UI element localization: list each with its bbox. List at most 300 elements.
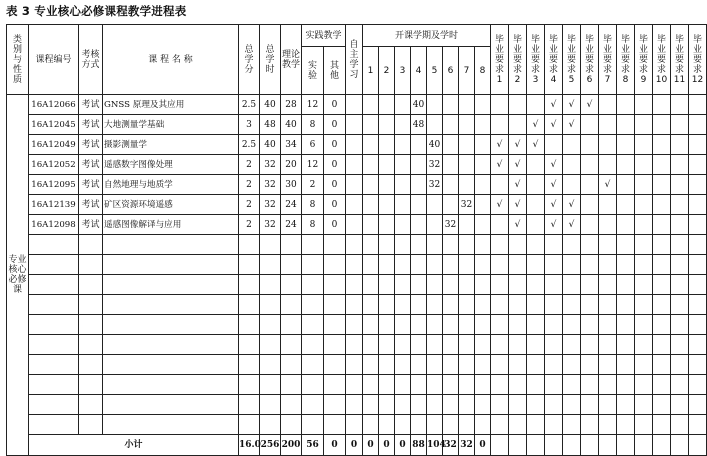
self-study-hours xyxy=(346,215,363,235)
empty-cell xyxy=(617,315,635,335)
empty-cell xyxy=(302,355,324,375)
requirement-check xyxy=(689,135,707,155)
empty-cell xyxy=(427,335,443,355)
course-code: 16A12045 xyxy=(29,115,79,135)
empty-cell xyxy=(475,295,491,315)
empty-cell xyxy=(671,415,689,435)
empty-cell xyxy=(302,395,324,415)
exam-method: 考试 xyxy=(79,175,103,195)
requirement-check: √ xyxy=(509,195,527,215)
requirement-check xyxy=(527,175,545,195)
empty-cell xyxy=(363,255,379,275)
empty-cell xyxy=(427,375,443,395)
empty-cell xyxy=(260,315,281,335)
empty-cell xyxy=(545,315,563,335)
empty-cell xyxy=(653,415,671,435)
empty-cell xyxy=(281,235,302,255)
empty-cell xyxy=(427,395,443,415)
empty-cell xyxy=(346,255,363,275)
empty-cell xyxy=(617,335,635,355)
empty-cell xyxy=(324,295,346,315)
empty-cell xyxy=(411,335,427,355)
requirement-check xyxy=(599,135,617,155)
empty-cell xyxy=(427,235,443,255)
semester-hours xyxy=(363,115,379,135)
empty-cell xyxy=(411,235,427,255)
empty-cell xyxy=(395,415,411,435)
header-total-hours: 总 学 时 xyxy=(260,25,281,95)
semester-hours: 32 xyxy=(427,175,443,195)
theory-hours: 24 xyxy=(281,215,302,235)
requirement-check: √ xyxy=(545,175,563,195)
empty-cell xyxy=(563,315,581,335)
empty-cell xyxy=(302,235,324,255)
empty-cell xyxy=(653,255,671,275)
empty-cell xyxy=(475,415,491,435)
requirement-check: √ xyxy=(545,215,563,235)
header-req: 毕 业 要 求 1 xyxy=(491,25,509,95)
requirement-check: √ xyxy=(545,155,563,175)
header-exam-method: 考核 方式 xyxy=(79,25,103,95)
requirement-check xyxy=(581,215,599,235)
empty-cell xyxy=(671,295,689,315)
empty-cell xyxy=(491,275,509,295)
empty-cell xyxy=(635,255,653,275)
empty-cell xyxy=(617,415,635,435)
empty-cell xyxy=(363,375,379,395)
empty-cell xyxy=(671,395,689,415)
requirement-check: √ xyxy=(599,175,617,195)
empty-cell xyxy=(617,375,635,395)
requirement-check xyxy=(635,175,653,195)
requirement-check xyxy=(563,175,581,195)
semester-hours xyxy=(395,215,411,235)
semester-hours xyxy=(475,115,491,135)
empty-cell xyxy=(671,255,689,275)
semester-hours xyxy=(379,195,395,215)
empty-cell xyxy=(411,415,427,435)
empty-cell xyxy=(79,395,103,415)
empty-cell xyxy=(491,375,509,395)
empty-row xyxy=(7,255,707,275)
other-hours: 0 xyxy=(324,215,346,235)
course-name: 遥感数字图像处理 xyxy=(103,155,239,175)
semester-hours xyxy=(475,155,491,175)
table-row xyxy=(7,195,707,215)
empty-cell xyxy=(346,335,363,355)
requirement-check xyxy=(653,95,671,115)
requirement-check xyxy=(689,215,707,235)
empty-cell xyxy=(103,235,239,255)
empty-cell xyxy=(103,255,239,275)
header-practice-other: 其 他 xyxy=(324,47,346,95)
empty-cell xyxy=(379,415,395,435)
empty-cell xyxy=(395,255,411,275)
empty-cell xyxy=(324,335,346,355)
empty-cell xyxy=(635,295,653,315)
empty-cell xyxy=(617,275,635,295)
empty-cell xyxy=(459,295,475,315)
self-study-hours xyxy=(346,195,363,215)
requirement-check xyxy=(689,195,707,215)
semester-hours: 32 xyxy=(459,195,475,215)
empty-cell xyxy=(689,355,707,375)
course-code: 16A12066 xyxy=(29,95,79,115)
empty-cell xyxy=(599,235,617,255)
empty-cell xyxy=(379,355,395,375)
semester-hours xyxy=(395,115,411,135)
empty-cell xyxy=(527,375,545,395)
empty-cell xyxy=(281,255,302,275)
empty-cell xyxy=(459,415,475,435)
header-req: 毕 业 要 求 8 xyxy=(617,25,635,95)
empty-cell xyxy=(260,275,281,295)
empty-cell xyxy=(509,255,527,275)
header-semester: 7 xyxy=(459,47,475,95)
empty-cell xyxy=(581,315,599,335)
empty-cell xyxy=(689,415,707,435)
theory-hours: 20 xyxy=(281,155,302,175)
empty-cell xyxy=(395,335,411,355)
empty-cell xyxy=(443,415,459,435)
header-total-credit: 总 学 分 xyxy=(239,25,260,95)
header-req: 毕 业 要 求 4 xyxy=(545,25,563,95)
empty-cell xyxy=(239,235,260,255)
semester-hours xyxy=(427,215,443,235)
empty-cell xyxy=(581,355,599,375)
empty-cell xyxy=(443,315,459,335)
empty-cell xyxy=(475,255,491,275)
empty-cell xyxy=(29,375,79,395)
empty-cell xyxy=(545,295,563,315)
empty-cell xyxy=(302,415,324,435)
other-hours: 0 xyxy=(324,195,346,215)
course-code: 16A12049 xyxy=(29,135,79,155)
empty-cell xyxy=(29,295,79,315)
header-category: 类 别 与 性 质 xyxy=(7,25,29,95)
semester-hours xyxy=(411,135,427,155)
empty-cell xyxy=(443,375,459,395)
table-row xyxy=(7,215,707,235)
empty-cell xyxy=(563,415,581,435)
subtotal-theory: 200 xyxy=(281,435,302,456)
empty-cell xyxy=(443,335,459,355)
empty-cell xyxy=(79,295,103,315)
requirement-check xyxy=(491,115,509,135)
course-schedule-table xyxy=(6,24,707,456)
semester-hours xyxy=(459,95,475,115)
empty-cell xyxy=(79,315,103,335)
requirement-check xyxy=(671,195,689,215)
semester-hours xyxy=(475,95,491,115)
empty-cell xyxy=(239,375,260,395)
empty-cell xyxy=(599,255,617,275)
semester-hours xyxy=(411,195,427,215)
experiment-hours: 12 xyxy=(302,155,324,175)
requirement-check xyxy=(689,95,707,115)
empty-cell xyxy=(581,375,599,395)
total-credit: 3 xyxy=(239,115,260,135)
total-credit: 2.5 xyxy=(239,135,260,155)
empty-cell xyxy=(103,415,239,435)
semester-hours xyxy=(411,155,427,175)
requirement-check: √ xyxy=(491,195,509,215)
empty-cell xyxy=(635,375,653,395)
empty-cell xyxy=(363,295,379,315)
semester-hours xyxy=(443,175,459,195)
other-hours: 0 xyxy=(324,175,346,195)
empty-cell xyxy=(346,415,363,435)
requirement-check: √ xyxy=(545,115,563,135)
empty-cell xyxy=(653,395,671,415)
empty-cell xyxy=(363,315,379,335)
requirement-check xyxy=(671,155,689,175)
requirement-check xyxy=(617,115,635,135)
empty-cell xyxy=(239,315,260,335)
course-name: 矿区资源环境遥感 xyxy=(103,195,239,215)
requirement-check xyxy=(581,195,599,215)
empty-cell xyxy=(346,355,363,375)
experiment-hours: 2 xyxy=(302,175,324,195)
requirement-check xyxy=(527,195,545,215)
empty-cell xyxy=(491,315,509,335)
header-course-name: 课 程 名 称 xyxy=(103,25,239,95)
empty-cell xyxy=(581,335,599,355)
empty-cell xyxy=(103,335,239,355)
empty-cell xyxy=(260,395,281,415)
subtotal-semester: 0 xyxy=(363,435,379,456)
empty-cell xyxy=(509,415,527,435)
empty-cell xyxy=(475,315,491,335)
table-row xyxy=(7,135,707,155)
empty-cell xyxy=(103,355,239,375)
course-name: 大地测量学基础 xyxy=(103,115,239,135)
requirement-check xyxy=(653,215,671,235)
total-hours: 40 xyxy=(260,95,281,115)
empty-cell xyxy=(527,235,545,255)
table-caption: 表 3 专业核心必修课程教学进程表 xyxy=(6,4,187,18)
empty-cell xyxy=(324,255,346,275)
exam-method: 考试 xyxy=(79,215,103,235)
empty-cell xyxy=(545,355,563,375)
empty-cell xyxy=(459,255,475,275)
subtotal-self-study: 0 xyxy=(346,435,363,456)
empty-cell xyxy=(103,375,239,395)
subtotal-req-cell xyxy=(653,435,671,456)
empty-cell xyxy=(103,275,239,295)
empty-cell xyxy=(427,295,443,315)
requirement-check xyxy=(635,155,653,175)
subtotal-req-cell xyxy=(545,435,563,456)
empty-cell xyxy=(443,295,459,315)
empty-cell xyxy=(617,355,635,375)
self-study-hours xyxy=(346,175,363,195)
requirement-check xyxy=(653,175,671,195)
empty-cell xyxy=(324,395,346,415)
empty-cell xyxy=(509,395,527,415)
empty-cell xyxy=(617,235,635,255)
subtotal-semester: 0 xyxy=(475,435,491,456)
empty-cell xyxy=(411,275,427,295)
empty-cell xyxy=(635,395,653,415)
empty-cell xyxy=(395,355,411,375)
empty-cell xyxy=(653,355,671,375)
semester-hours xyxy=(427,195,443,215)
empty-cell xyxy=(475,335,491,355)
empty-cell xyxy=(363,355,379,375)
requirement-check xyxy=(689,175,707,195)
empty-cell xyxy=(239,355,260,375)
empty-cell xyxy=(563,375,581,395)
empty-cell xyxy=(411,375,427,395)
requirement-check xyxy=(671,95,689,115)
empty-cell xyxy=(363,235,379,255)
course-code: 16A12139 xyxy=(29,195,79,215)
empty-cell xyxy=(671,315,689,335)
empty-cell xyxy=(79,335,103,355)
experiment-hours: 8 xyxy=(302,115,324,135)
theory-hours: 24 xyxy=(281,195,302,215)
header-practice-experiment: 实 验 xyxy=(302,47,324,95)
empty-cell xyxy=(302,275,324,295)
empty-cell xyxy=(79,235,103,255)
requirement-check xyxy=(581,115,599,135)
semester-hours xyxy=(459,175,475,195)
empty-cell xyxy=(563,355,581,375)
requirement-check xyxy=(671,215,689,235)
empty-cell xyxy=(509,375,527,395)
empty-cell xyxy=(324,415,346,435)
semester-hours: 32 xyxy=(427,155,443,175)
header-semester: 3 xyxy=(395,47,411,95)
subtotal-req-cell xyxy=(671,435,689,456)
requirement-check xyxy=(527,155,545,175)
empty-cell xyxy=(545,255,563,275)
semester-hours xyxy=(395,135,411,155)
total-hours: 32 xyxy=(260,155,281,175)
semester-hours xyxy=(475,195,491,215)
empty-cell xyxy=(281,375,302,395)
empty-cell xyxy=(324,355,346,375)
header-req: 毕 业 要 求 5 xyxy=(563,25,581,95)
header-req: 毕 业 要 求 3 xyxy=(527,25,545,95)
table-row xyxy=(7,155,707,175)
requirement-check xyxy=(689,115,707,135)
empty-cell xyxy=(260,255,281,275)
requirement-check xyxy=(671,175,689,195)
semester-hours xyxy=(475,175,491,195)
course-code: 16A12052 xyxy=(29,155,79,175)
self-study-hours xyxy=(346,95,363,115)
requirement-check xyxy=(599,155,617,175)
requirement-check xyxy=(653,155,671,175)
requirement-check xyxy=(563,135,581,155)
empty-cell xyxy=(459,395,475,415)
requirement-check: √ xyxy=(509,135,527,155)
empty-cell xyxy=(239,395,260,415)
empty-cell xyxy=(324,235,346,255)
empty-cell xyxy=(689,255,707,275)
empty-cell xyxy=(527,355,545,375)
requirement-check: √ xyxy=(491,135,509,155)
empty-cell xyxy=(411,315,427,335)
semester-hours xyxy=(379,215,395,235)
empty-cell xyxy=(395,295,411,315)
empty-cell xyxy=(653,375,671,395)
empty-cell xyxy=(29,335,79,355)
empty-cell xyxy=(29,355,79,375)
requirement-check: √ xyxy=(509,175,527,195)
empty-cell xyxy=(671,235,689,255)
empty-cell xyxy=(363,275,379,295)
semester-hours xyxy=(363,155,379,175)
semester-hours xyxy=(459,155,475,175)
semester-hours xyxy=(411,175,427,195)
empty-cell xyxy=(363,415,379,435)
empty-cell xyxy=(260,375,281,395)
empty-cell xyxy=(346,275,363,295)
header-course-code: 课程编号 xyxy=(29,25,79,95)
empty-cell xyxy=(427,415,443,435)
requirement-check: √ xyxy=(581,95,599,115)
empty-cell xyxy=(302,255,324,275)
total-credit: 2 xyxy=(239,195,260,215)
header-self-study: 自 主 学 习 xyxy=(346,25,363,95)
course-name: 摄影测量学 xyxy=(103,135,239,155)
other-hours: 0 xyxy=(324,95,346,115)
empty-cell xyxy=(653,335,671,355)
empty-cell xyxy=(653,295,671,315)
empty-cell xyxy=(581,235,599,255)
empty-cell xyxy=(239,415,260,435)
requirement-check xyxy=(671,115,689,135)
semester-hours xyxy=(475,135,491,155)
empty-cell xyxy=(475,395,491,415)
empty-cell xyxy=(581,295,599,315)
empty-cell xyxy=(563,395,581,415)
empty-cell xyxy=(395,275,411,295)
semester-hours xyxy=(379,95,395,115)
subtotal-semester: 104 xyxy=(427,435,443,456)
total-hours: 48 xyxy=(260,115,281,135)
semester-hours xyxy=(395,155,411,175)
empty-cell xyxy=(459,315,475,335)
empty-cell xyxy=(427,275,443,295)
empty-cell xyxy=(563,335,581,355)
empty-cell xyxy=(379,315,395,335)
header-semester: 1 xyxy=(363,47,379,95)
category-cell: 专业核心必修课 xyxy=(7,95,29,456)
semester-hours xyxy=(443,195,459,215)
empty-cell xyxy=(459,275,475,295)
empty-cell xyxy=(443,255,459,275)
empty-cell xyxy=(281,315,302,335)
requirement-check xyxy=(635,195,653,215)
experiment-hours: 8 xyxy=(302,215,324,235)
empty-cell xyxy=(635,415,653,435)
self-study-hours xyxy=(346,155,363,175)
semester-hours xyxy=(379,115,395,135)
self-study-hours xyxy=(346,135,363,155)
requirement-check xyxy=(491,215,509,235)
empty-cell xyxy=(395,375,411,395)
requirement-check: √ xyxy=(527,115,545,135)
empty-cell xyxy=(563,275,581,295)
semester-hours xyxy=(443,135,459,155)
empty-cell xyxy=(79,415,103,435)
empty-cell xyxy=(379,295,395,315)
course-code: 16A12098 xyxy=(29,215,79,235)
